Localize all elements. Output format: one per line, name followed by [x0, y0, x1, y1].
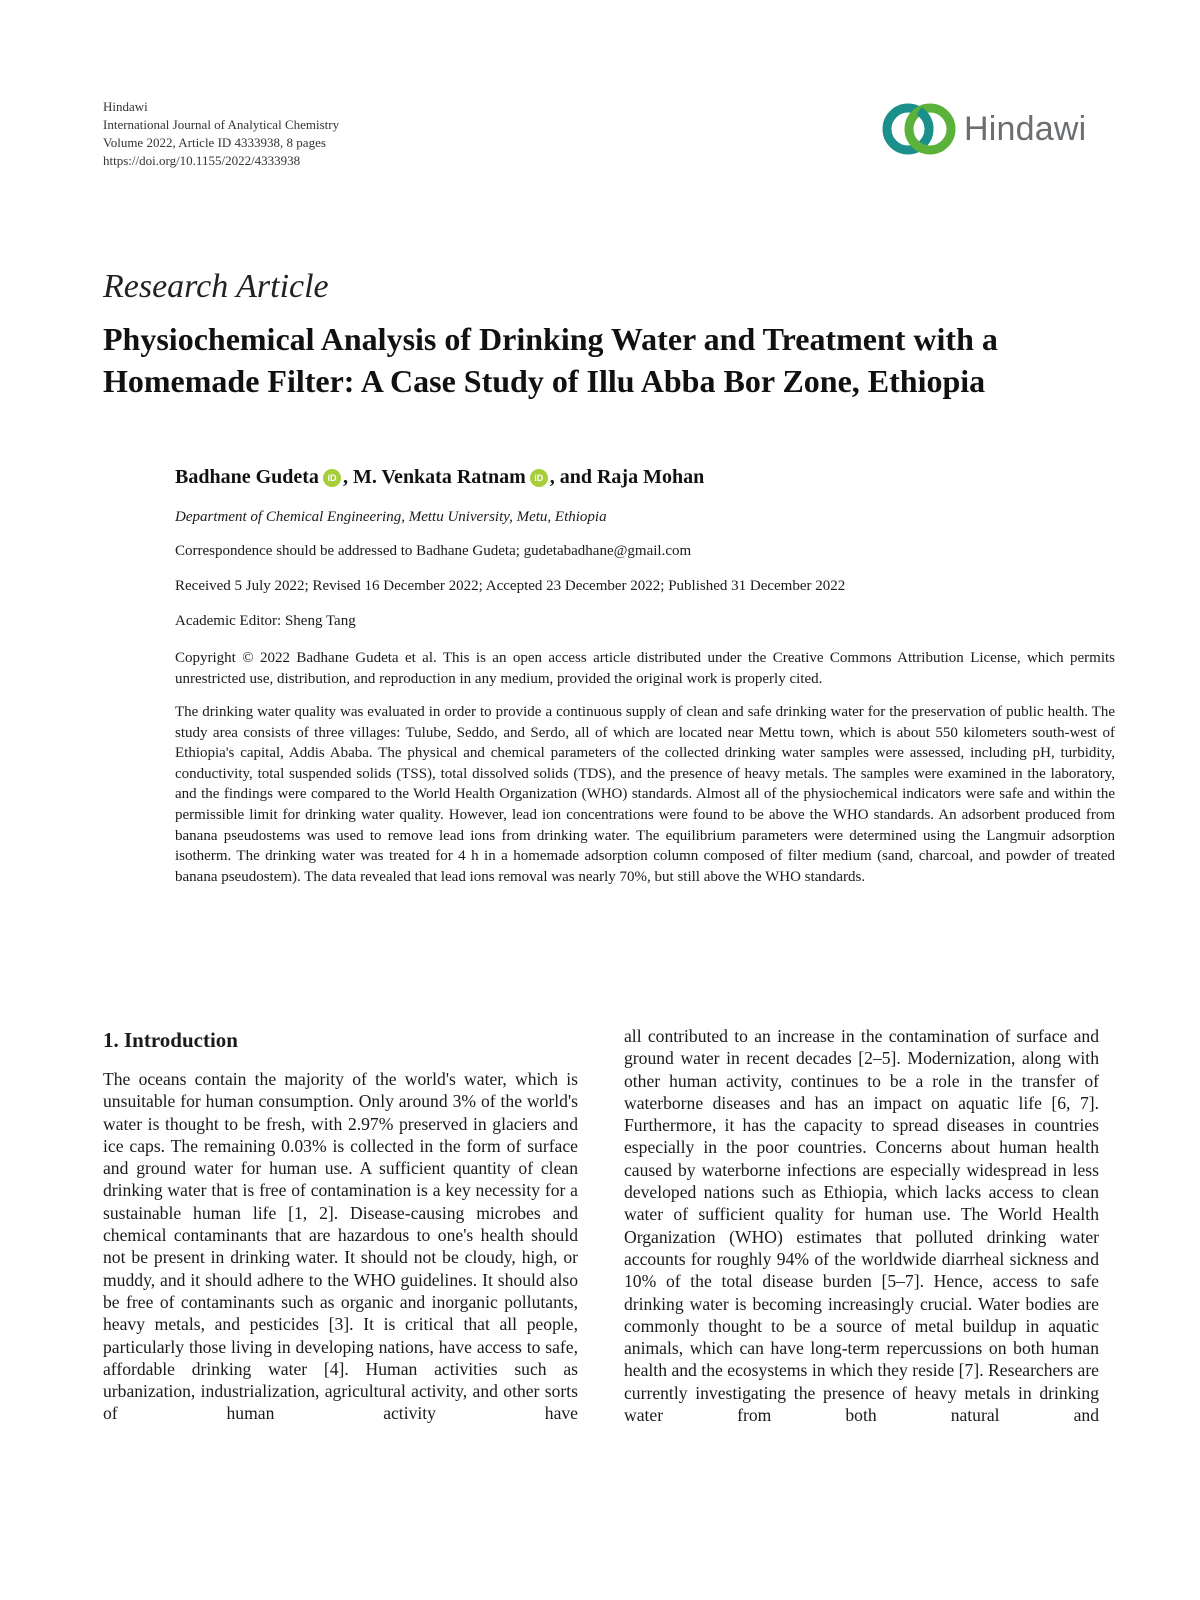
right-column — [624, 1025, 1099, 1426]
doi-link[interactable]: https://doi.org/10.1155/2022/4333938 — [103, 153, 301, 168]
orcid-icon[interactable]: iD — [530, 469, 548, 487]
article-title: Physiochemical Analysis of Drinking Water and Treatment with a Homemade Filter: A Case Study of Illu Abba Bor Zone, Ethiopia — [103, 321, 998, 399]
author-list — [175, 466, 1115, 489]
hindawi-logo — [880, 96, 1120, 162]
publisher-name: Hindawi — [103, 99, 148, 114]
publication-dates: Received 5 July 2022; Revised 16 December 2022; Accepted 23 December 2022; Published 31 December 2022 — [175, 578, 846, 594]
article-type: Research Article — [103, 268, 329, 305]
affiliation: Department of Chemical Engineering, Mettu University, Metu, Ethiopia — [175, 509, 607, 525]
logo-wordmark: Hindawi — [964, 109, 1087, 148]
correspondence: Correspondence should be addressed to Badhane Gudeta; gudetabadhane@gmail.com — [175, 543, 692, 559]
left-column — [103, 1025, 578, 1425]
journal-header — [103, 98, 339, 170]
author-separator: , and — [549, 466, 597, 488]
hindawi-rings-icon — [880, 98, 958, 160]
volume-info: Volume 2022, Article ID 4333938, 8 pages — [103, 135, 326, 150]
author-separator: , — [342, 466, 353, 488]
journal-name: International Journal of Analytical Chemistry — [103, 117, 340, 132]
orcid-icon[interactable]: iD — [323, 469, 341, 487]
author-name: Badhane Gudeta — [175, 466, 319, 488]
author-name: Raja Mohan — [596, 466, 705, 488]
section-heading: 1. Introduction — [103, 1028, 238, 1052]
body-paragraph: all contributed to an increase in the contamination of surface and ground water in recent decades [2–5]. Modernization, along with other human activity, continues to be a role in the transfer of waterborne diseases and has an impact on aquatic life [6, 7]. Furthermore, it has the capacity to spread diseases in countries especially in the poor countries. Concerns about human health caused by waterborne infections are especially widespread in less developed nations such as Ethiopia, which lacks access to clean water of sufficient quality for human use. The World Health Organization (WHO) estimates that polluted drinking water accounts for roughly 94% of the worldwide diarrheal sickness and 10% of the total disease burden [5–7]. Hence, access to safe drinking water is becoming increasingly crucial. Water bodies are commonly thought to be a source of metal buildup in aquatic animals, which can have long-term repercussions on both human health and the ecosystems in which they reside [7]. Researchers are currently investigating the presence of heavy metals in drinking water from both natural and — [624, 1026, 1099, 1426]
copyright-notice: Copyright © 2022 Badhane Gudeta et al. This is an open access article distributed under the Creative Commons Attribution License, which permits unrestricted use, distribution, and reproduction in any medium, provided the original work is properly cited. — [175, 650, 1115, 687]
front-matter — [175, 466, 1115, 887]
author-name: M. Venkata Ratnam — [352, 466, 526, 488]
academic-editor: Academic Editor: Sheng Tang — [175, 613, 356, 629]
body-paragraph: The oceans contain the majority of the world's water, which is unsuitable for human consumption. Only around 3% of the world's water is thought to be fresh, with 2.97% preserved in glaciers and ice caps. The remaining 0.03% is collected in the form of surface and ground water for human use. A sufficient quantity of clean drinking water that is free of contamination is a key necessity for a sustainable human life [1, 2]. Disease-causing microbes and chemical contaminants that are hazardous to one's health should not be present in drinking water. It should not be cloudy, high, or muddy, and it should adhere to the WHO guidelines. It should also be free of contaminants such as organic and inorganic pollutants, heavy metals, and pesticides [3]. It is critical that all people, particularly those living in developing nations, have access to safe, affordable drinking water [4]. Human activities such as urbanization, industrialization, agricultural activity, and other sorts of human activity have — [103, 1069, 578, 1424]
abstract: The drinking water quality was evaluated in order to provide a continuous supply of clean and safe drinking water for the preservation of public health. The study area consists of three villages: Tulube, Seddo, and Serdo, all of which are located near Mettu town, which is about 550 kilometers south-west of Ethiopia's capital, Addis Ababa. The physical and chemical parameters of the collected drinking water samples were assessed, including pH, turbidity, conductivity, total suspended solids (TSS), total dissolved solids (TDS), and the presence of heavy metals. The samples were examined in the laboratory, and the findings were compared to the World Health Organization (WHO) standards. Almost all of the physiochemical indicators were safe and within the permissible limit for drinking water quality. However, lead ion concentrations were found to be above the WHO standards. An adsorbent produced from banana pseudostems was used to remove lead ions from drinking water. The equilibrium parameters were determined using the Langmuir adsorption isotherm. The drinking water was treated for 4 h in a homemade adsorption column composed of filter medium (sand, charcoal, and powder of treated banana pseudostem). The data revealed that lead ions removal was nearly 70%, but still above the WHO standards. — [175, 704, 1115, 885]
